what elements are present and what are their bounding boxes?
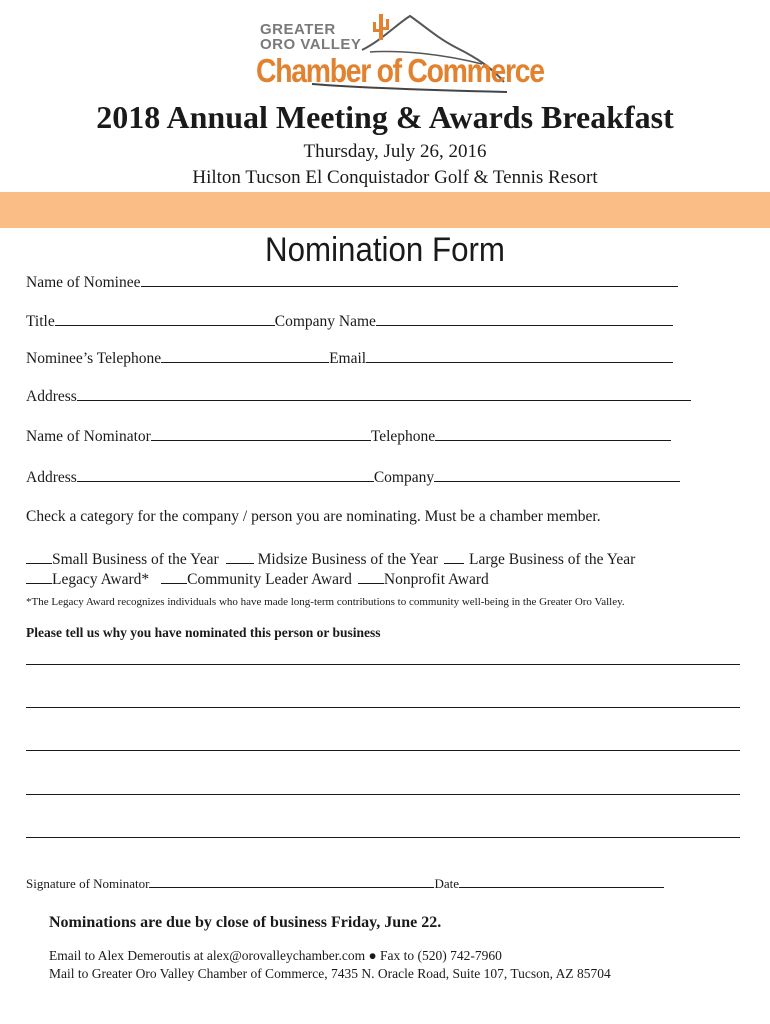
answer-line-3[interactable] xyxy=(26,750,740,751)
answer-line-5[interactable] xyxy=(26,837,740,838)
email-field[interactable] xyxy=(366,348,673,363)
large-business-label: Large Business of the Year xyxy=(469,551,636,568)
why-prompt: Please tell us why you have nominated this person or business xyxy=(26,625,381,640)
company-field[interactable] xyxy=(434,467,680,482)
signature-row xyxy=(26,876,664,892)
nominator-address-row xyxy=(26,467,680,489)
nominee-name-row xyxy=(26,272,678,294)
midsize-business-checkbox[interactable] xyxy=(226,549,254,564)
nominee-address-row xyxy=(26,386,691,408)
nominator-name-label: Name of Nominator xyxy=(26,428,151,445)
nominator-row xyxy=(26,426,671,448)
instruction-text: Check a category for the company / person you are nominating. Must be a chamber member. xyxy=(26,508,601,525)
legacy-award-label: Legacy Award* xyxy=(52,571,150,588)
nominator-address-field[interactable] xyxy=(77,467,374,482)
date-label: Date xyxy=(434,876,460,891)
nominee-phone-label: Nominee’s Telephone xyxy=(26,350,162,367)
title-field[interactable] xyxy=(55,311,275,326)
signature-label: Signature of Nominator xyxy=(26,876,150,891)
category-row-2 xyxy=(26,569,489,591)
nominator-name-field[interactable] xyxy=(151,426,371,441)
answer-line-2[interactable] xyxy=(26,707,740,708)
logo-line-oro-valley: ORO VALLEY xyxy=(260,36,362,53)
nominator-address-label: Address xyxy=(26,469,77,486)
address-field[interactable] xyxy=(77,386,691,401)
nominee-phone-field[interactable] xyxy=(161,348,329,363)
nominee-name-label: Name of Nominee xyxy=(26,274,141,291)
logo-line-greater: GREATER xyxy=(260,21,336,38)
telephone-field[interactable] xyxy=(435,426,671,441)
nonprofit-award-label: Nonprofit Award xyxy=(383,571,489,588)
date-field[interactable] xyxy=(459,876,664,888)
company-name-field[interactable] xyxy=(376,311,673,326)
nonprofit-award-checkbox[interactable] xyxy=(358,569,384,584)
contact-mail: Mail to Greater Oro Valley Chamber of Commerce, 7435 N. Oracle Road, Suite 107, Tucson, AZ 85704 xyxy=(49,966,611,981)
community-leader-checkbox[interactable] xyxy=(161,569,187,584)
address-label: Address xyxy=(26,388,77,405)
nominee-name-field[interactable] xyxy=(141,272,678,287)
nominee-contact-row xyxy=(26,348,673,370)
form-title: Nomination Form xyxy=(265,231,505,269)
midsize-business-label: Midsize Business of the Year xyxy=(257,551,439,568)
answer-line-4[interactable] xyxy=(26,794,740,795)
legacy-footnote: *The Legacy Award recognizes individuals who have made long-term contributions to community well-being in the Greater Oro Valley. xyxy=(26,596,625,608)
logo-line-chamber: Chamber of Commerce xyxy=(256,52,544,89)
title-label: Title xyxy=(26,313,55,330)
small-business-label: Small Business of the Year xyxy=(52,551,219,568)
title-company-row xyxy=(26,311,673,333)
page-title: 2018 Annual Meeting & Awards Breakfast xyxy=(96,99,674,135)
header-band xyxy=(0,192,770,228)
small-business-checkbox[interactable] xyxy=(26,549,52,564)
company-name-label: Company Name xyxy=(274,313,376,330)
answer-line-1[interactable] xyxy=(26,664,740,665)
telephone-label: Telephone xyxy=(370,428,436,445)
category-row-1 xyxy=(26,549,635,571)
contact-email-fax: Email to Alex Demeroutis at alex@orovalleychamber.com ● Fax to (520) 742-7960 xyxy=(49,948,502,963)
large-business-checkbox[interactable] xyxy=(444,549,464,564)
legacy-award-checkbox[interactable] xyxy=(26,569,52,584)
community-leader-label: Community Leader Award xyxy=(187,571,352,588)
company-label: Company xyxy=(373,469,435,486)
signature-field[interactable] xyxy=(149,876,434,888)
chamber-logo xyxy=(252,10,544,96)
deadline-text: Nominations are due by close of business Friday, June 22. xyxy=(49,914,442,931)
event-venue: Hilton Tucson El Conquistador Golf & Tennis Resort xyxy=(192,167,598,188)
email-label: Email xyxy=(329,350,367,367)
event-date: Thursday, July 26, 2016 xyxy=(303,141,487,162)
